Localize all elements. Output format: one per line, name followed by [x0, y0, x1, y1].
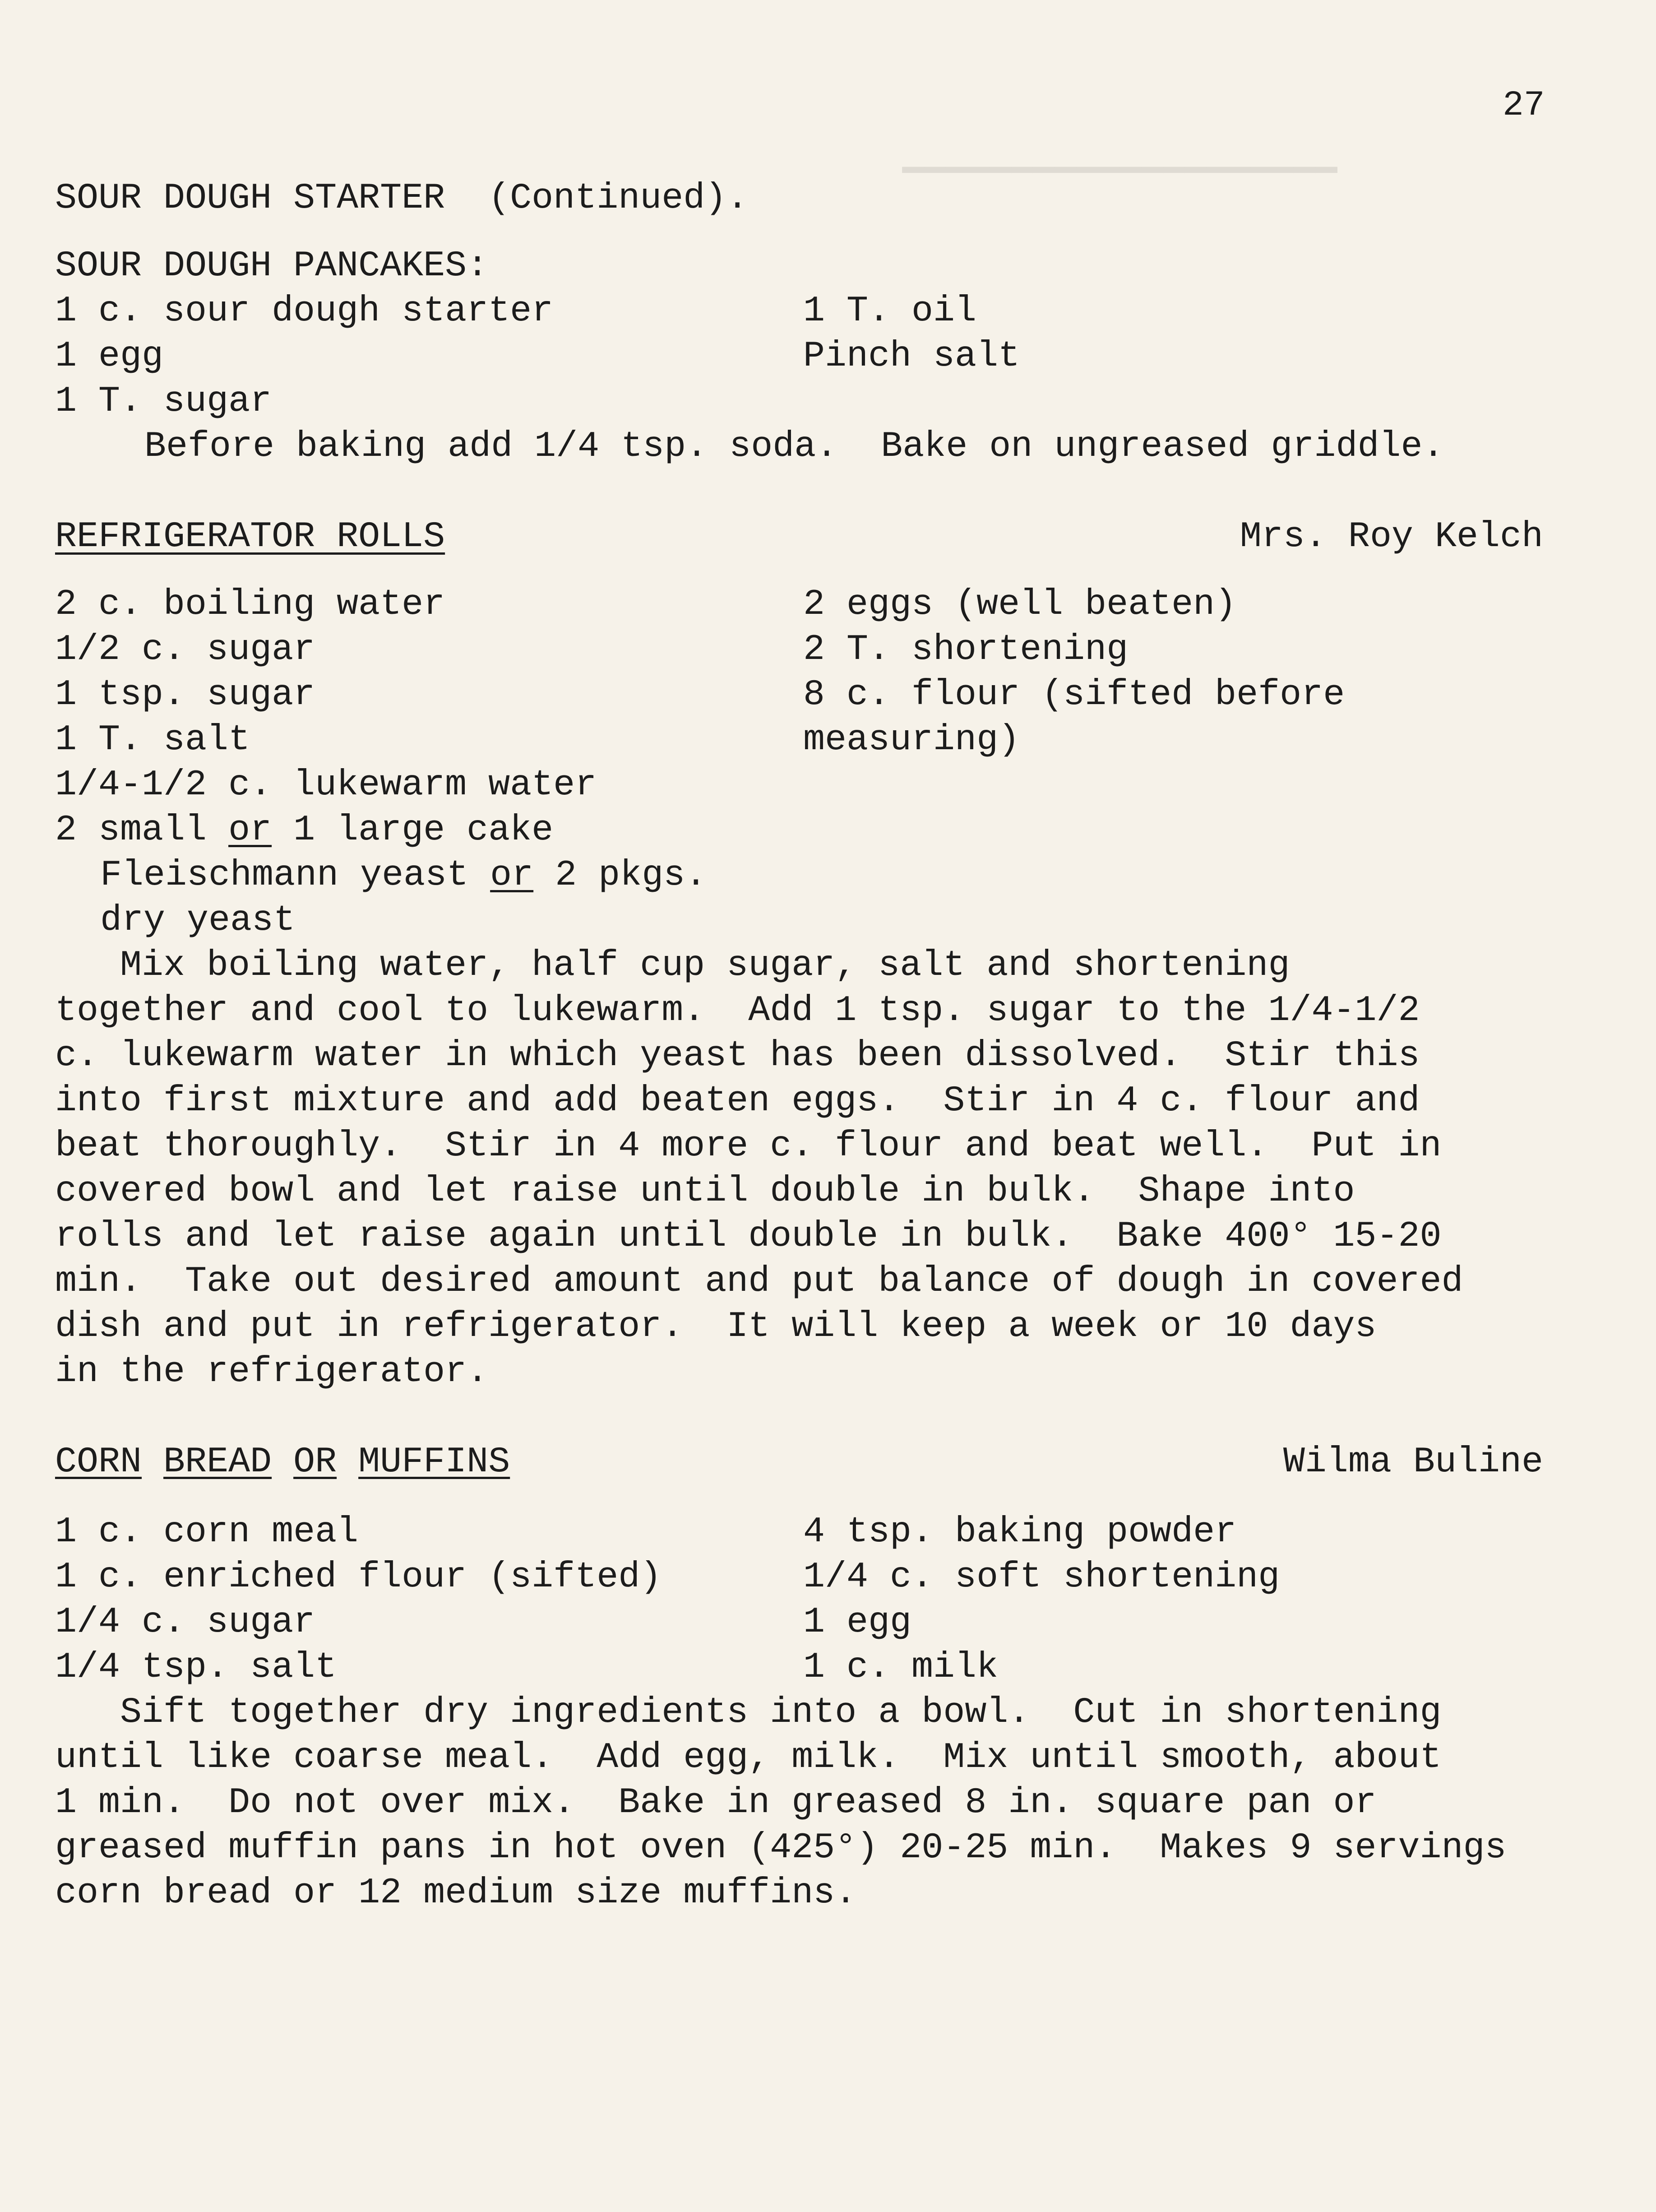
ingredient: 1/4 c. sugar — [55, 1602, 315, 1643]
recipe-author: Mrs. Roy Kelch — [1240, 516, 1543, 557]
ingredient: 2 small or 1 large cake — [55, 810, 554, 851]
direction-line: together and cool to lukewarm. Add 1 tsp. sugar to the 1/4-1/2 — [55, 990, 1420, 1031]
direction-line: rolls and let raise again until double in bulk. Bake 400° 15-20 — [55, 1216, 1442, 1257]
ingredient: 1 c. sour dough starter — [55, 291, 554, 332]
ingredient: 1 T. sugar — [55, 381, 272, 422]
direction-line: 1 min. Do not over mix. Bake in greased 8 in. square pan or — [55, 1782, 1377, 1823]
recipe-title: REFRIGERATOR ROLLS — [55, 516, 445, 557]
ingredient: 1 T. oil — [803, 291, 977, 332]
ingredient: measuring) — [803, 719, 1020, 761]
direction-line: corn bread or 12 medium size muffins. — [55, 1873, 857, 1914]
direction-line: until like coarse meal. Add egg, milk. Mix until smooth, about — [55, 1737, 1442, 1778]
ingredient: 4 tsp. baking powder — [803, 1512, 1237, 1553]
ingredient: 2 c. boiling water — [55, 584, 445, 625]
direction-line: in the refrigerator. — [55, 1351, 489, 1392]
direction-line: into first mixture and add beaten eggs. Stir in 4 c. flour and — [55, 1080, 1420, 1122]
ingredient: 1 egg — [55, 336, 164, 377]
page-number: 27 — [1503, 86, 1545, 125]
ingredient: 1 egg — [803, 1602, 912, 1643]
ingredient: Pinch salt — [803, 336, 1020, 377]
direction-line: beat thoroughly. Stir in 4 more c. flour and beat well. Put in — [55, 1126, 1442, 1167]
ingredient: dry yeast — [100, 900, 296, 941]
direction-line: c. lukewarm water in which yeast has been dissolved. Stir this — [55, 1035, 1420, 1076]
ingredient: 1 T. salt — [55, 719, 250, 761]
direction-line: Sift together dry ingredients into a bowl. Cut in shortening — [55, 1692, 1442, 1733]
direction-line: dish and put in refrigerator. It will keep a week or 10 days — [55, 1306, 1377, 1347]
ingredient: 1 c. enriched flour (sifted) — [55, 1557, 662, 1598]
ingredient: 1/4-1/2 c. lukewarm water — [55, 765, 597, 806]
ingredient: 1/4 tsp. salt — [55, 1647, 337, 1688]
ingredient: 2 eggs (well beaten) — [803, 584, 1237, 625]
direction-line: Mix boiling water, half cup sugar, salt and shortening — [55, 945, 1290, 986]
instruction: Before baking add 1/4 tsp. soda. Bake on ungreased griddle. — [144, 426, 1444, 467]
ingredient: 1/2 c. sugar — [55, 629, 315, 670]
ingredient: 1/4 c. soft shortening — [803, 1557, 1280, 1598]
section-heading: SOUR DOUGH STARTER (Continued). — [55, 178, 749, 219]
ingredient: 8 c. flour (sifted before — [803, 674, 1345, 715]
direction-line: covered bowl and let raise until double in bulk. Shape into — [55, 1171, 1355, 1212]
direction-line: min. Take out desired amount and put balance of dough in covered — [55, 1261, 1463, 1302]
ingredient: Fleischmann yeast or 2 pkgs. — [100, 855, 707, 896]
bleed-through: ━━━━━━━━━━━━━━━━━━━━ — [902, 153, 1337, 194]
ingredient: 1 c. corn meal — [55, 1512, 359, 1553]
recipe-title: SOUR DOUGH PANCAKES: — [55, 246, 489, 287]
ingredient: 1 tsp. sugar — [55, 674, 315, 715]
recipe-title: CORN BREAD OR MUFFINS — [55, 1442, 510, 1483]
ingredient: 1 c. milk — [803, 1647, 999, 1688]
recipe-author: Wilma Buline — [1283, 1442, 1543, 1483]
ingredient: 2 T. shortening — [803, 629, 1129, 670]
direction-line: greased muffin pans in hot oven (425°) 20-25 min. Makes 9 servings — [55, 1827, 1507, 1869]
